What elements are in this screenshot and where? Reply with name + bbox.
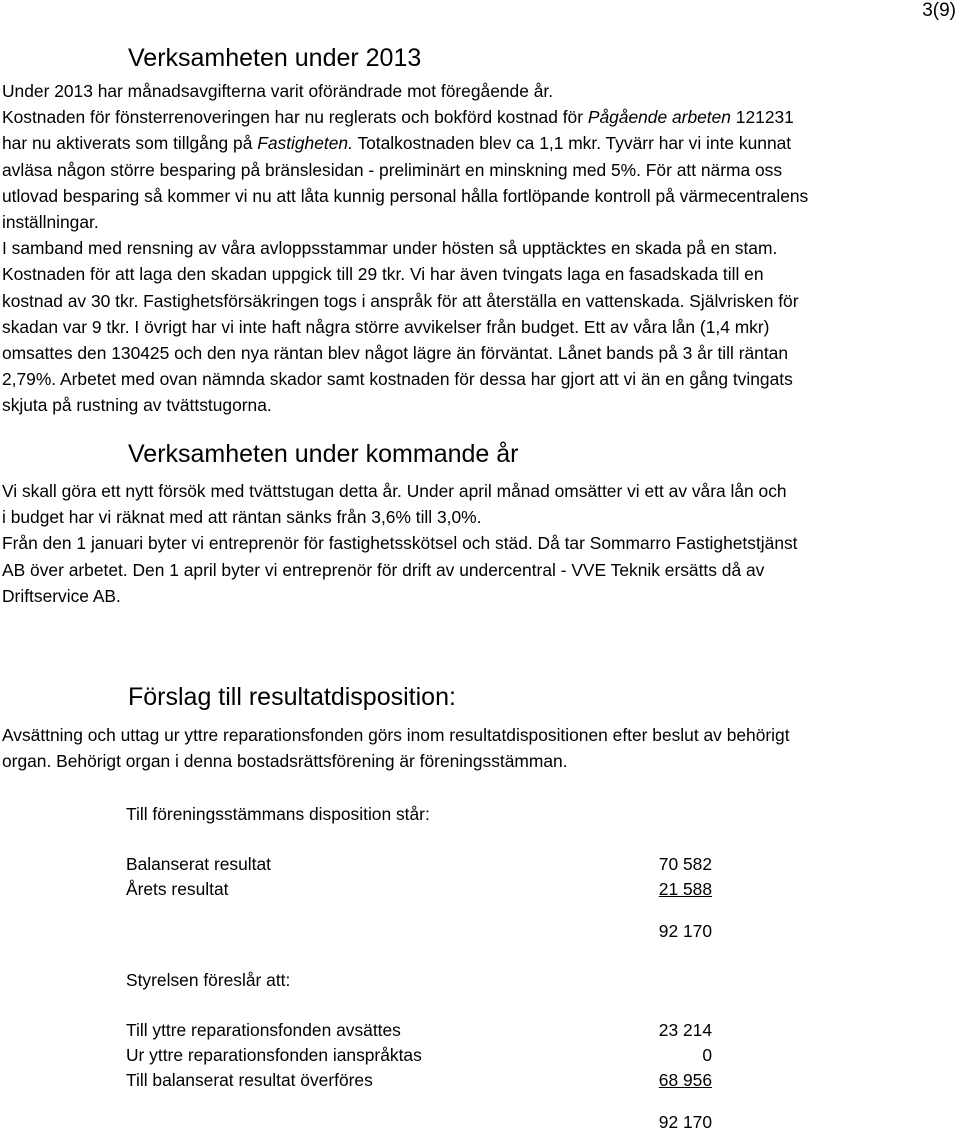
- text-line: Kostnaden för fönsterrenoveringen har nu reglerats och bokförd kostnad för Pågående arbeten 121231: [2, 107, 794, 128]
- text-line: Kostnaden för att laga den skadan uppgick till 29 tkr. Vi har även tvingats laga en fasadskada till en: [2, 264, 764, 285]
- text-line: Från den 1 januari byter vi entreprenör för fastighetsskötsel och städ. Då tar Sommarro Fastighetstjänst: [2, 533, 798, 554]
- avsattes-label: Till yttre reparationsfonden avsättes: [126, 1020, 401, 1040]
- text-line: Vi skall göra ett nytt försök med tvättstugan detta år. Under april månad omsätter vi ett av våra lån och: [2, 481, 787, 501]
- section-forslag-body: [2, 722, 954, 774]
- text-line: Avsättning och uttag ur yttre reparationsfonden görs inom resultatdispositionen efter beslut av behörigt: [2, 725, 790, 745]
- avsattes-value: 23 214: [658, 1020, 712, 1040]
- text-line: i budget har vi räknat med att räntan sänks från 3,6% till 3,0%.: [2, 507, 482, 528]
- text-line: omsattes den 130425 och den nya räntan blev något lägre än förväntat. Lånet bands på 3 år till räntan: [2, 343, 789, 364]
- arets-value: 21 588: [658, 879, 712, 899]
- text-line: har nu aktiverats som tillgång på Fastigheten. Totalkostnaden blev ca 1,1 mkr. Tyvärr har vi inte kunnat: [2, 133, 792, 154]
- text-line: I samband med rensning av våra avloppsstammar under hösten så upptäcktes en skada på en stam.: [2, 238, 778, 259]
- overfores-value: 68 956: [658, 1070, 712, 1090]
- section-2013-body: [2, 78, 954, 419]
- text-line: avläsa någon större besparing på bränslesidan - preliminärt en minskning med 5%. För att närma oss: [2, 159, 783, 180]
- disposition-label: Till föreningsstämmans disposition står:: [126, 804, 430, 824]
- disposition-sum: 92 170: [658, 921, 712, 941]
- balanserat-label: Balanserat resultat: [126, 854, 272, 874]
- section-kommande-body: [2, 478, 954, 609]
- section-heading-forslag: Förslag till resultatdisposition:: [128, 683, 456, 711]
- text-line: Under 2013 har månadsavgifterna varit oförändrade mot föregående år.: [2, 81, 554, 101]
- page-number: 3(9): [922, 0, 956, 21]
- balanserat-value: 70 582: [658, 854, 712, 874]
- proposal-sum: 92 170: [658, 1112, 712, 1132]
- text-line: Driftservice AB.: [2, 585, 121, 606]
- text-line: utlovad besparing så kommer vi nu att låta kunnig personal hålla fortlöpande kontroll på värmecentralens: [2, 185, 809, 206]
- overfores-label: Till balanserat resultat överföres: [126, 1070, 373, 1090]
- text-line: skjuta på rustning av tvättstugorna.: [2, 395, 272, 416]
- proposal-label: Styrelsen föreslår att:: [126, 970, 291, 990]
- text-line: kostnad av 30 tkr. Fastighetsförsäkringen togs i anspråk för att återställa en vattenskada. Självrisken för: [2, 290, 799, 311]
- text-line: 2,79%. Arbetet med ovan nämnda skador samt kostnaden för dessa har gjort att vi än en gång tvingats: [2, 369, 793, 390]
- text-line: skadan var 9 tkr. I övrigt har vi inte haft några större avvikelser från budget. Ett av våra lån (1,4 mkr): [2, 316, 770, 337]
- section-heading-2013: Verksamheten under 2013: [128, 44, 422, 72]
- ianspraktas-value: 0: [702, 1045, 712, 1065]
- arets-label: Årets resultat: [126, 879, 229, 899]
- text-line: AB över arbetet. Den 1 april byter vi entreprenör för drift av undercentral - VVE Teknik ersätts då av: [2, 559, 765, 580]
- section-heading-kommande: Verksamheten under kommande år: [128, 440, 519, 468]
- ianspraktas-label: Ur yttre reparationsfonden ianspråktas: [126, 1045, 422, 1065]
- text-line: inställningar.: [2, 212, 99, 233]
- text-line: organ. Behörigt organ i denna bostadsrättsförening är föreningsstämman.: [2, 751, 568, 772]
